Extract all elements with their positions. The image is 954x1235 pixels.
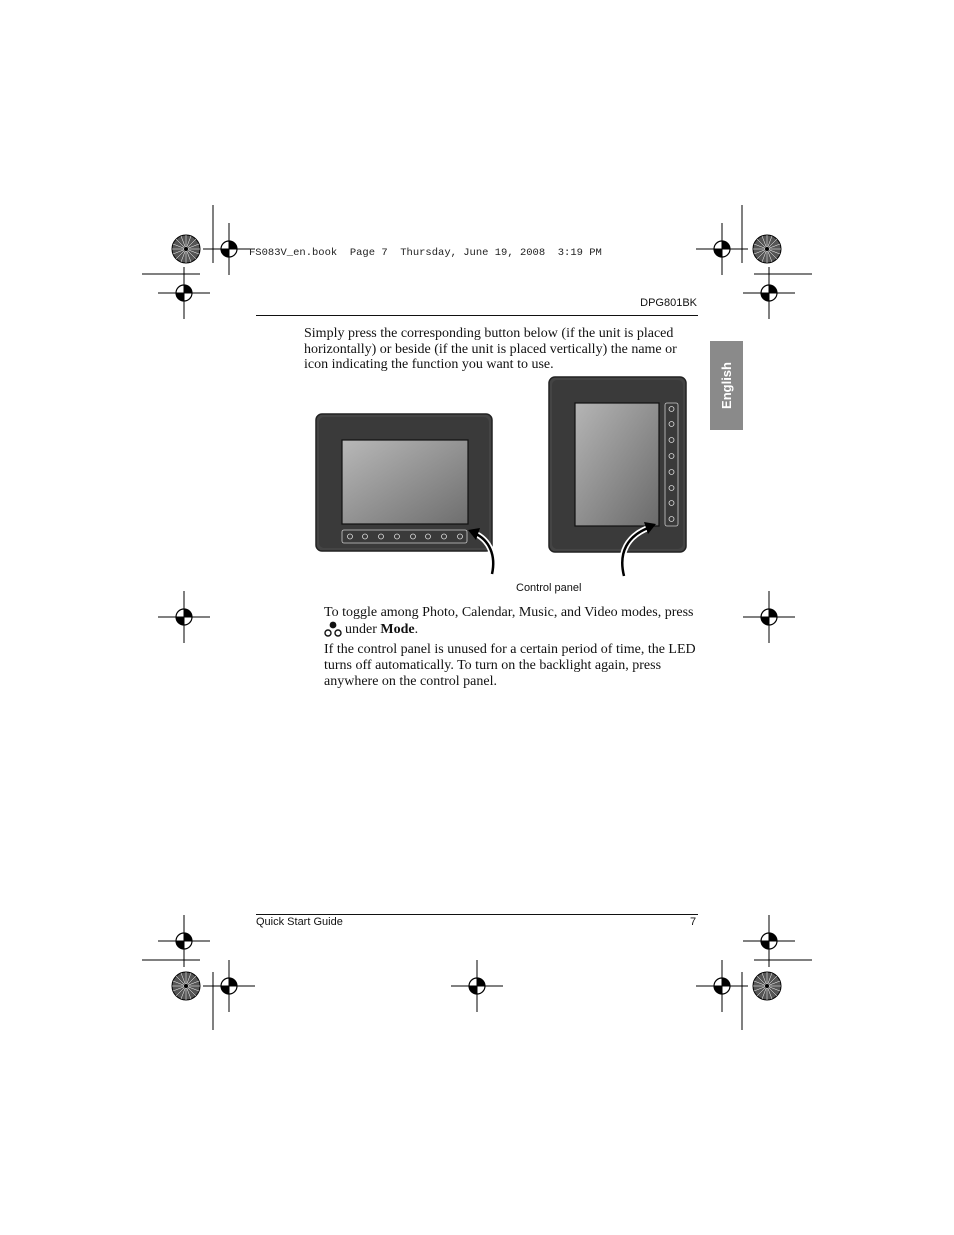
- registration-crosshair-icon: [203, 223, 255, 275]
- registration-crosshair-icon: [743, 915, 795, 967]
- starburst-target-icon: [172, 235, 200, 263]
- registration-crosshair-icon: [743, 267, 795, 319]
- figure-caption: Control panel: [516, 582, 582, 594]
- language-tab: [710, 341, 743, 430]
- registration-crosshair-icon: [158, 591, 210, 643]
- horizontal-frame-illustration: [316, 414, 492, 551]
- registration-crosshair-icon: [696, 960, 748, 1012]
- page-number: 7: [690, 916, 697, 928]
- header-rule: [256, 315, 698, 316]
- registration-crosshair-icon: [203, 960, 255, 1012]
- registration-crosshair-icon: [743, 591, 795, 643]
- mode-three-dots-icon: [324, 621, 342, 637]
- print-slug: FS083V_en.book Page 7 Thursday, June 19, 2008 3:19 PM: [249, 247, 602, 259]
- toggle-under: under: [345, 622, 377, 637]
- backlight-paragraph: If the control panel is unused for a certain period of time, the LED turns off automatically. To turn on the backlight again, press anywhere on the control panel.: [324, 642, 696, 689]
- mode-label: Mode: [380, 622, 415, 637]
- registration-crosshair-icon: [158, 915, 210, 967]
- language-tab-label: English: [719, 362, 735, 409]
- starburst-target-icon: [753, 972, 781, 1000]
- model-number: DPG801BK: [640, 297, 697, 309]
- starburst-target-icon: [172, 972, 200, 1000]
- registration-crosshair-icon: [696, 223, 748, 275]
- starburst-target-icon: [753, 235, 781, 263]
- registration-crosshair-icon: [158, 267, 210, 319]
- vertical-frame-illustration: [549, 377, 686, 552]
- toggle-prefix: To toggle among Photo, Calendar, Music, and Video modes, press: [324, 605, 694, 620]
- toggle-end: .: [414, 622, 419, 637]
- footer-title: Quick Start Guide: [256, 916, 343, 928]
- registration-crosshair-icon: [451, 960, 503, 1012]
- footer-rule: [256, 914, 698, 915]
- intro-paragraph: Simply press the corresponding button below (if the unit is placed horizontally) or beside (if the unit is placed vertically) the name or icon indicating the function you want to use.: [304, 326, 677, 373]
- toggle-paragraph: [324, 605, 704, 638]
